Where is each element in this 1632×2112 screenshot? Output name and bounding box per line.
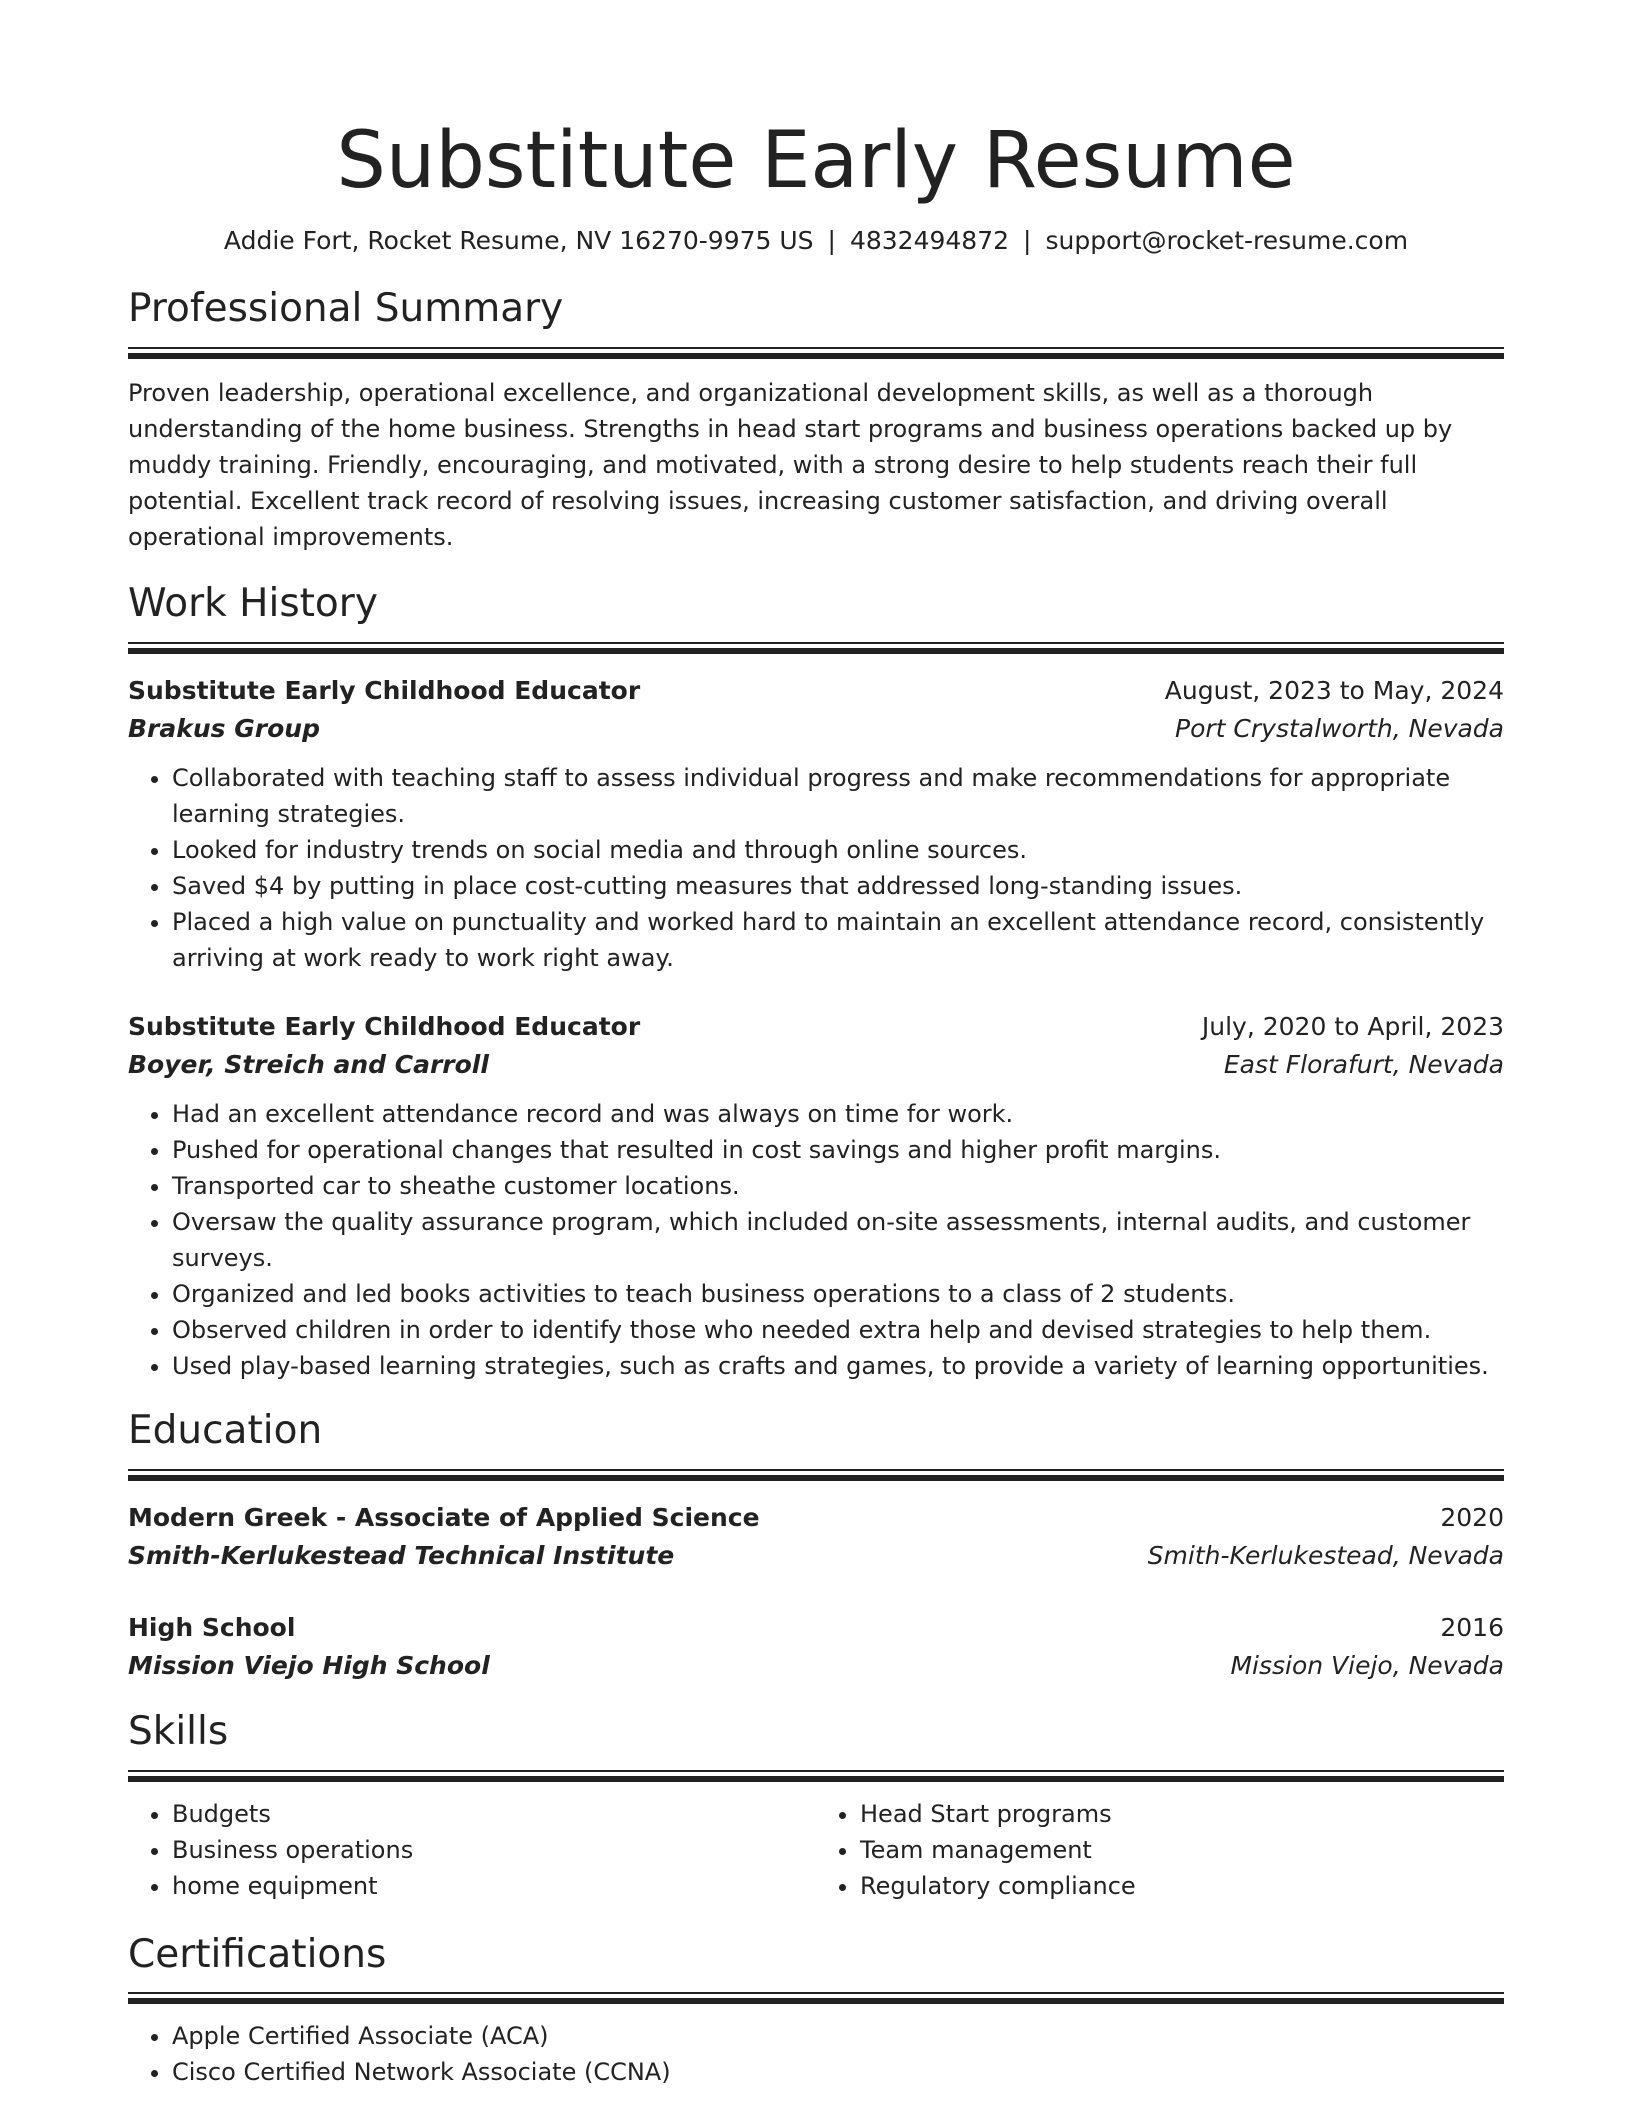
contact-separator: | [1023, 226, 1032, 256]
job-subheader [128, 1046, 1504, 1084]
list-item: • Observed children in order to identify those who needed extra help and devised strategies to help them. [172, 1312, 1504, 1348]
job-company: Boyer, Streich and Carroll [128, 1049, 489, 1079]
job-bullets [128, 1096, 1504, 1384]
skill-item: • Head Start programs [860, 1796, 1504, 1832]
job-dates: August, 2023 to May, 2024 [1164, 675, 1504, 705]
contact-email[interactable]: support@rocket-resume.com [1045, 226, 1409, 256]
education-header [128, 1609, 1504, 1647]
contact-address: Addie Fort, Rocket Resume, NV 16270-9975 US [223, 226, 814, 256]
job-title: Substitute Early Childhood Educator [128, 1011, 641, 1041]
section-divider [128, 642, 1504, 654]
certification-item: • Cisco Certified Network Associate (CCNA) [172, 2054, 1504, 2090]
job-bullets [128, 760, 1504, 976]
education-entry [128, 1499, 1504, 1575]
education-year: 2016 [1440, 1612, 1504, 1642]
education-entry [128, 1609, 1504, 1685]
job-dates: July, 2020 to April, 2023 [1201, 1011, 1504, 1041]
contact-line [128, 223, 1504, 258]
job-title: Substitute Early Childhood Educator [128, 675, 641, 705]
work-history-heading: Work History [128, 581, 378, 627]
education-degree: High School [128, 1612, 296, 1642]
education-year: 2020 [1440, 1502, 1504, 1532]
job-company: Brakus Group [128, 713, 320, 743]
skill-item: • Budgets [172, 1796, 816, 1832]
section-divider [128, 347, 1504, 359]
skills-section [128, 1709, 1504, 1904]
job-entry [128, 1008, 1504, 1384]
certifications-section [128, 1932, 1504, 2091]
education-heading: Education [128, 1407, 323, 1453]
certifications-heading: Certifications [128, 1931, 387, 1977]
work-history-section [128, 581, 1504, 1384]
education-subheader [128, 1647, 1504, 1685]
job-header [128, 1008, 1504, 1046]
education-school: Smith-Kerlukestead Technical Institute [128, 1540, 675, 1570]
summary-text: Proven leadership, operational excellence, and organizational development skills, as well as a thorough understanding of the home business. Strengths in head start programs and business operations backed up by muddy training. Friendly, encouraging, and motivated, with a strong desire to help students reach their full potential. Excellent track record of resolving issues, increasing customer satisfaction, and driving overall operational improvements. [128, 379, 1453, 552]
job-location: East Florafurt, Nevada [1223, 1049, 1504, 1079]
list-item: • Looked for industry trends on social media and through online sources. [172, 832, 1504, 868]
section-divider [128, 1770, 1504, 1782]
summary-section [128, 286, 1504, 555]
skill-item: • Team management [860, 1832, 1504, 1868]
list-item: • Collaborated with teaching staff to assess individual progress and make recommendations for appropriate learning strategies. [172, 760, 1504, 832]
education-subheader [128, 1537, 1504, 1575]
list-item: • Had an excellent attendance record and was always on time for work. [172, 1096, 1504, 1132]
contact-phone: 4832494872 [849, 226, 1010, 256]
skill-item: • Regulatory compliance [860, 1868, 1504, 1904]
summary-heading: Professional Summary [128, 286, 564, 332]
list-item: • Organized and led books activities to teach business operations to a class of 2 students. [172, 1276, 1504, 1312]
education-header [128, 1499, 1504, 1537]
certification-item: • Apple Certified Associate (ACA) [172, 2018, 1504, 2054]
job-entry [128, 672, 1504, 976]
skill-item: • Business operations [172, 1832, 816, 1868]
certifications-list [128, 2018, 1504, 2090]
list-item: • Placed a high value on punctuality and worked hard to maintain an excellent attendance record, consistently arriving at work ready to work right away. [172, 904, 1504, 976]
education-location: Smith-Kerlukestead, Nevada [1147, 1540, 1504, 1570]
skills-list-left [128, 1796, 816, 1904]
skills-heading: Skills [128, 1708, 229, 1754]
skills-list-right [816, 1796, 1504, 1904]
education-degree: Modern Greek - Associate of Applied Science [128, 1502, 760, 1532]
education-location: Mission Viejo, Nevada [1230, 1650, 1504, 1680]
skills-grid [128, 1796, 1504, 1904]
contact-separator: | [827, 226, 836, 256]
list-item: • Transported car to sheathe customer locations. [172, 1168, 1504, 1204]
section-divider [128, 1992, 1504, 2004]
education-school: Mission Viejo High School [128, 1650, 490, 1680]
section-divider [128, 1469, 1504, 1481]
skill-item: • home equipment [172, 1868, 816, 1904]
list-item: • Used play-based learning strategies, such as crafts and games, to provide a variety of learning opportunities. [172, 1348, 1504, 1384]
list-item: • Pushed for operational changes that resulted in cost savings and higher profit margins. [172, 1132, 1504, 1168]
job-location: Port Crystalworth, Nevada [1175, 713, 1504, 743]
job-subheader [128, 710, 1504, 748]
list-item: • Oversaw the quality assurance program, which included on-site assessments, internal audits, and customer surveys. [172, 1204, 1504, 1276]
job-header [128, 672, 1504, 710]
resume-title: Substitute Early Resume [336, 116, 1296, 206]
education-section [128, 1408, 1504, 1685]
list-item: • Saved $4 by putting in place cost-cutting measures that addressed long-standing issues. [172, 868, 1504, 904]
